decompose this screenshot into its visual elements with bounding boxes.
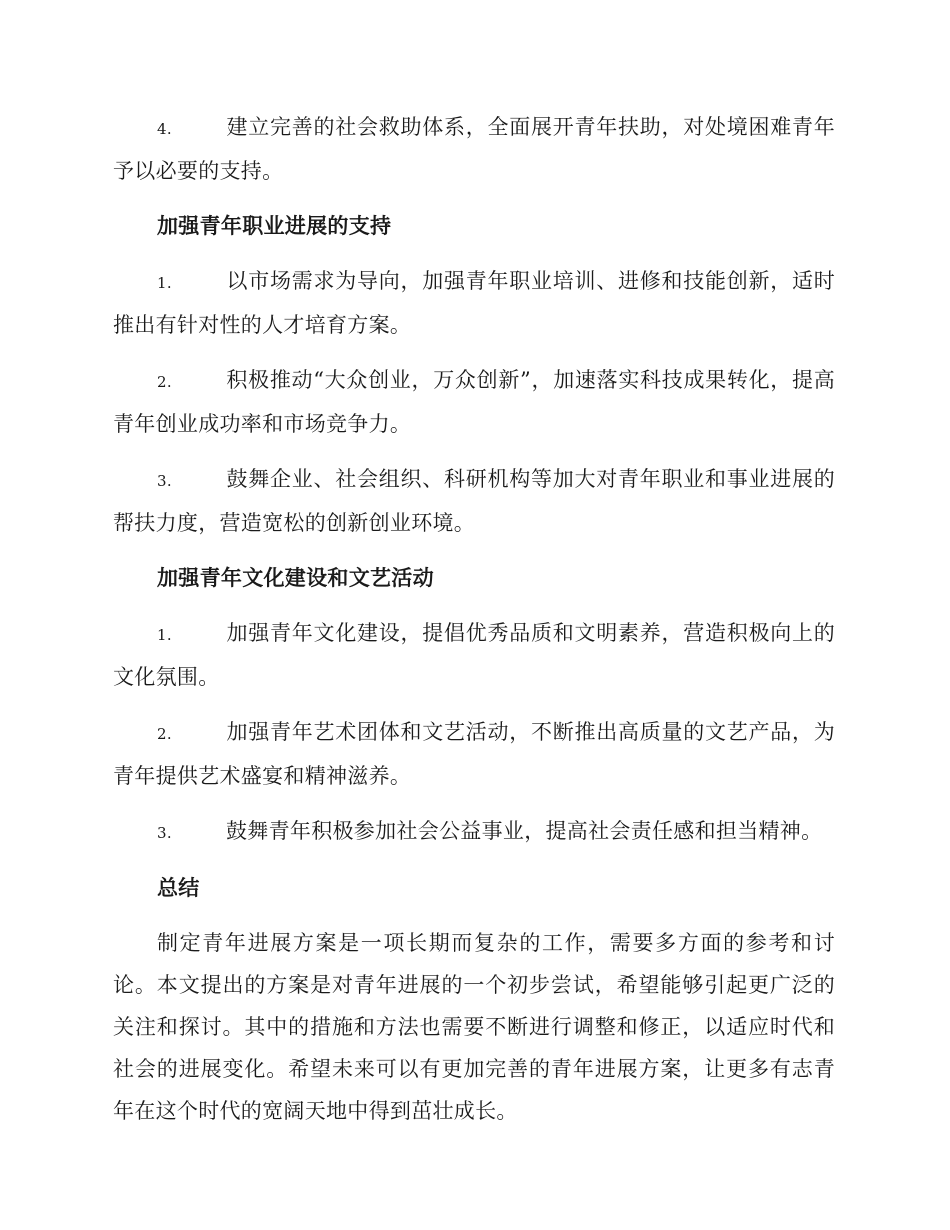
list-item-text: 以市场需求为导向，加强青年职业培训、进修和技能创新，适时推出有针对性的人才培育方案。 xyxy=(113,269,835,337)
summary-paragraph: 制定青年进展方案是一项长期而复杂的工作，需要多方面的参考和讨论。本文提出的方案是对青年进展的一个初步尝试，希望能够引起更广泛的关注和探讨。其中的措施和方法也需要不断进行调整和修正，以适应时代和社会的进展变化。希望未来可以有更加完善的青年进展方案，让更多有志青年在这个时代的宽阔天地中得到茁壮成长。 xyxy=(113,931,835,1123)
list-item-text: 鼓舞企业、社会组织、科研机构等加大对青年职业和事业进展的帮扶力度，营造宽松的创新创业环境。 xyxy=(113,467,835,535)
list-item-text: 鼓舞青年积极参加社会公益事业，提高社会责任感和担当精神。 xyxy=(226,819,823,843)
list-number: 1. xyxy=(157,274,172,292)
list-item-text: 加强青年艺术团体和文艺活动，不断推出高质量的文艺产品，为青年提供艺术盛宴和精神滋养。 xyxy=(113,720,835,788)
list-number: 3. xyxy=(157,472,172,490)
document-body xyxy=(113,106,835,1132)
list-item xyxy=(113,810,835,854)
list-number: 3. xyxy=(157,824,172,842)
list-item xyxy=(113,106,835,192)
list-item xyxy=(113,260,835,346)
list-number: 4. xyxy=(157,120,172,138)
section-heading-summary: 总结 xyxy=(157,875,200,900)
section-heading-culture: 加强青年文化建设和文艺活动 xyxy=(157,565,434,590)
list-item-text: 加强青年文化建设，提倡优秀品质和文明素养，营造积极向上的文化氛围。 xyxy=(113,621,835,689)
list-number: 1. xyxy=(157,626,172,644)
list-item xyxy=(113,359,835,445)
list-item xyxy=(113,458,835,544)
list-item xyxy=(113,612,835,698)
list-number: 2. xyxy=(157,373,172,391)
list-number: 2. xyxy=(157,725,172,743)
list-item-text: 建立完善的社会救助体系，全面展开青年扶助，对处境困难青年予以必要的支持。 xyxy=(113,115,835,183)
list-item-text: 积极推动“大众创业，万众创新”，加速落实科技成果转化，提高青年创业成功率和市场竞争力。 xyxy=(113,368,835,436)
section-heading-career: 加强青年职业进展的支持 xyxy=(157,213,392,238)
list-item xyxy=(113,711,835,797)
